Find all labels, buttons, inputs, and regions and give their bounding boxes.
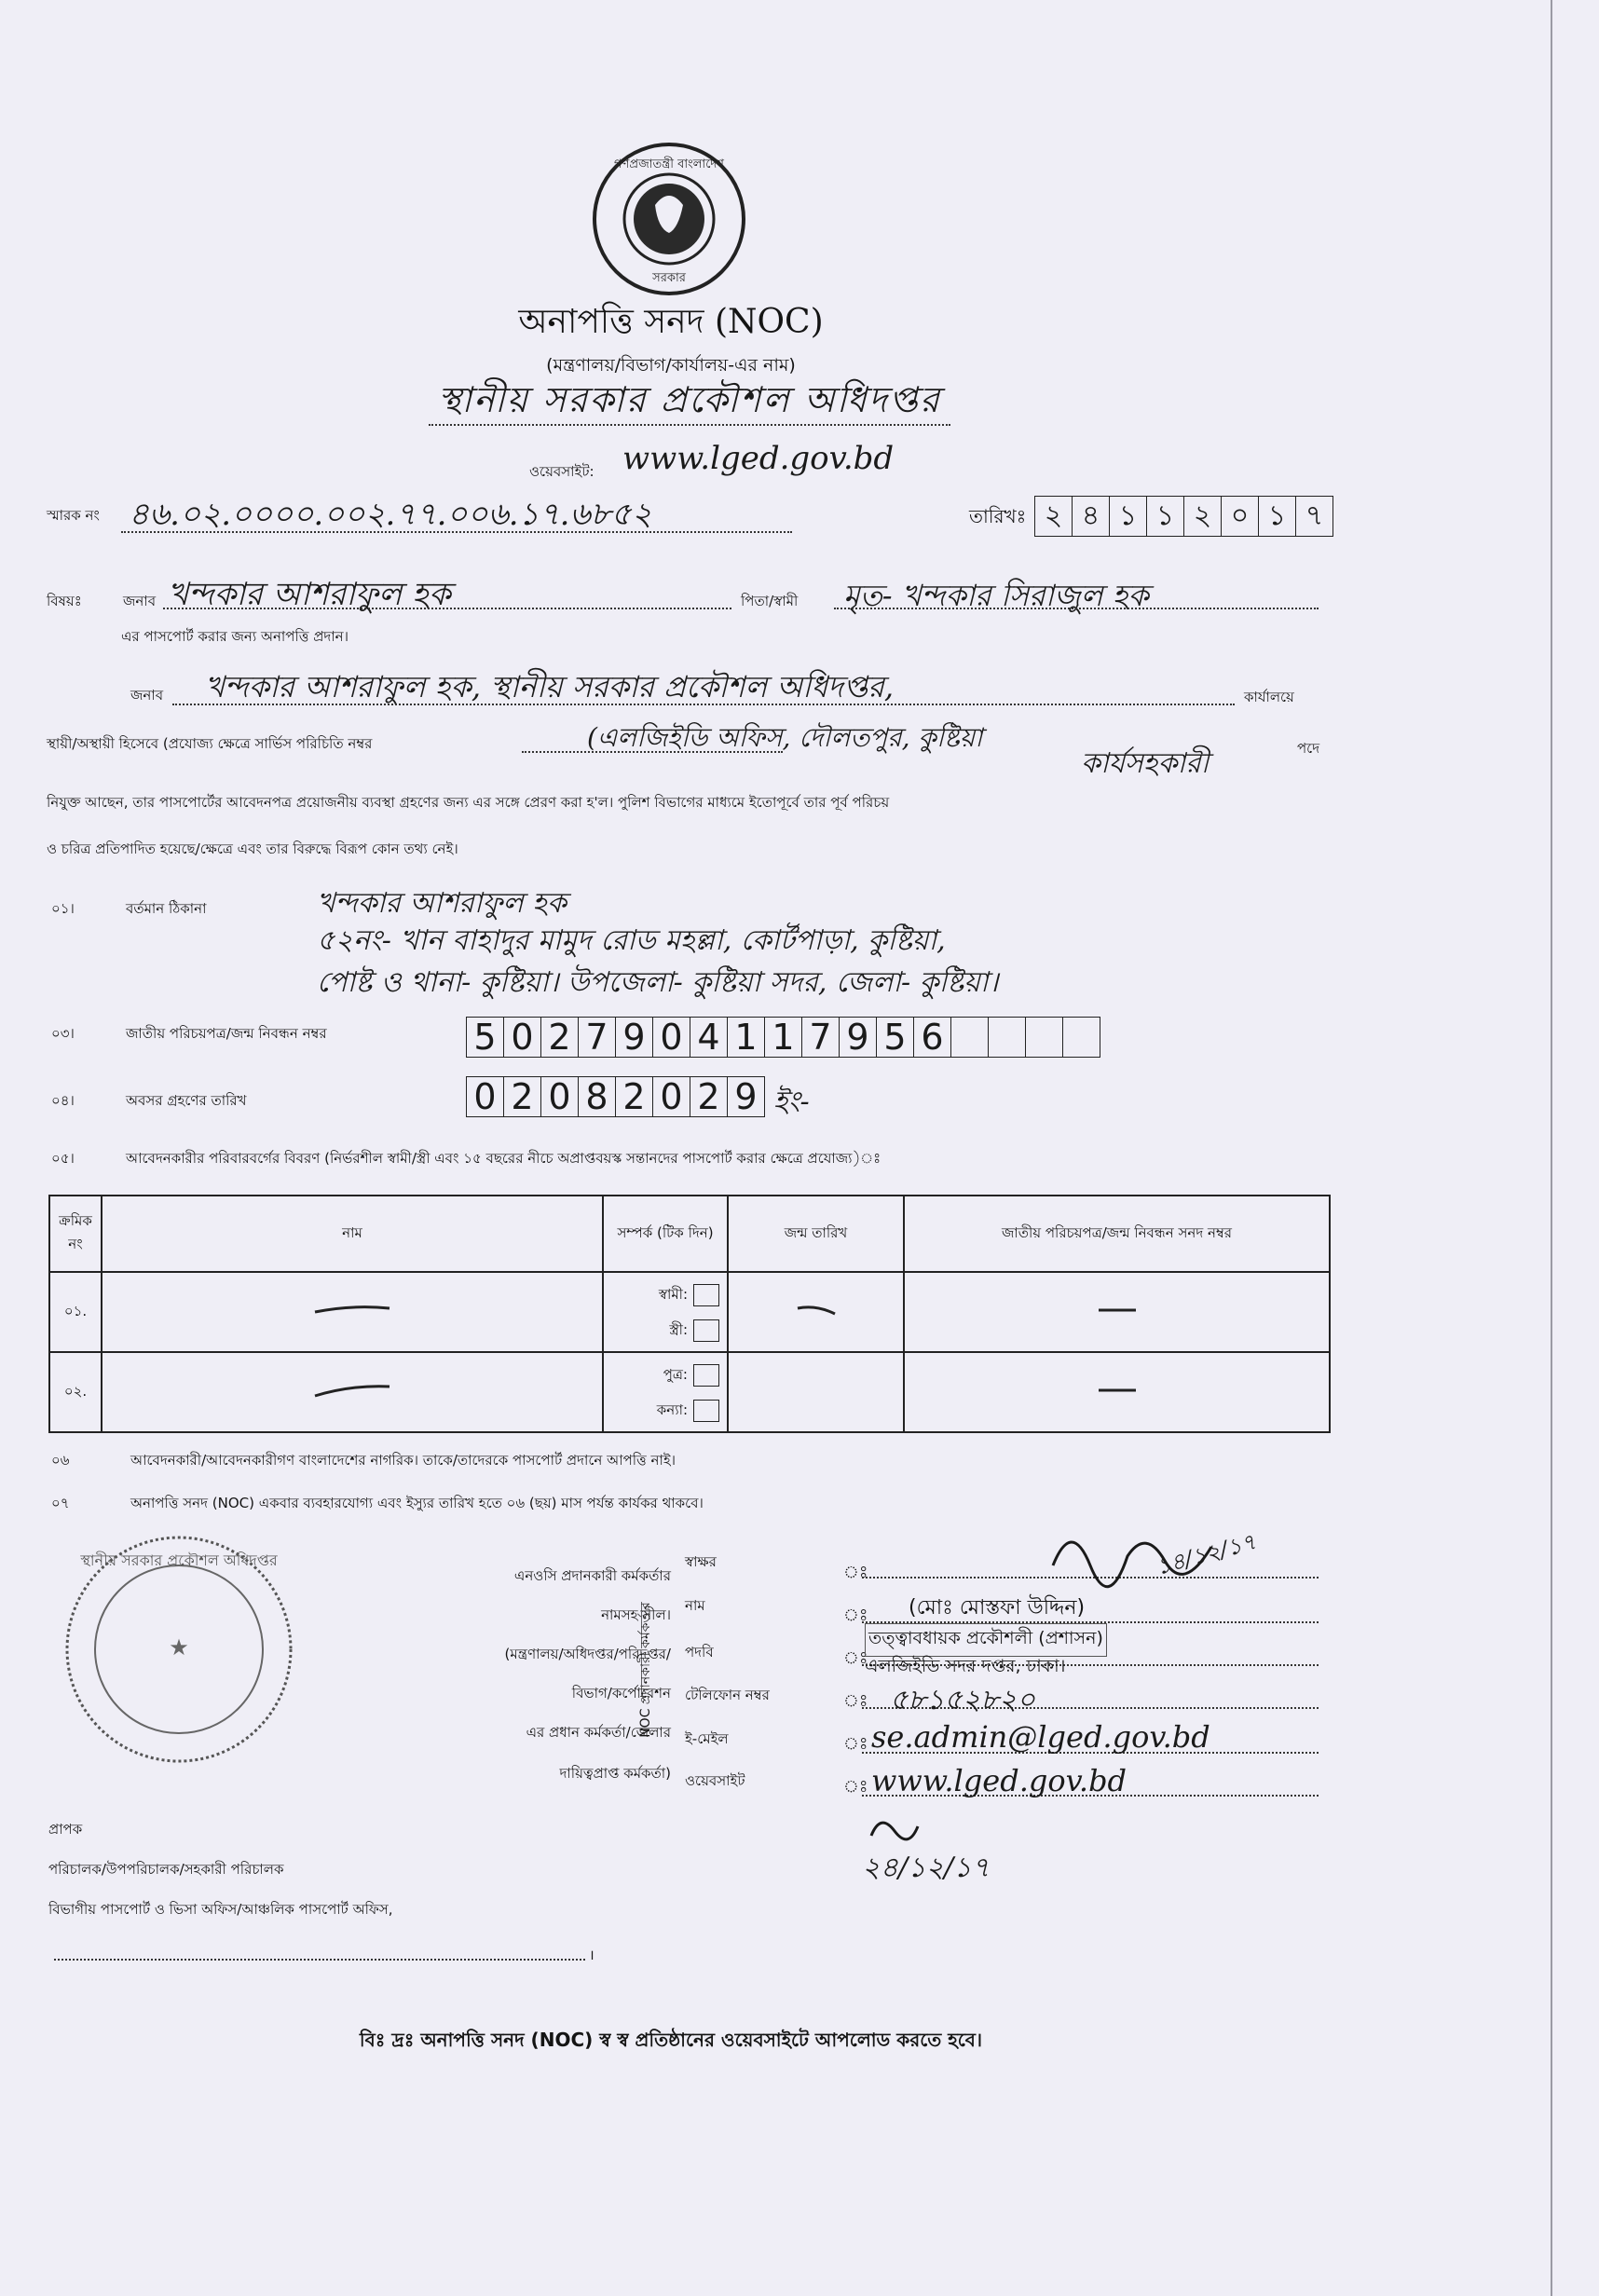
initial-mark	[862, 1808, 936, 1850]
memo-label: স্মারক নং	[47, 507, 100, 524]
stamp-name: (মোঃ মোস্তফা উদ্দিন)	[909, 1596, 1086, 1620]
field-designation-label: পদবি	[685, 1644, 714, 1660]
nid-digit	[1025, 1018, 1062, 1057]
retire-box-row	[466, 1076, 765, 1117]
row-serial: ০২.	[49, 1352, 102, 1432]
row-nid	[904, 1352, 1330, 1432]
col-nid-header: জাতীয় পরিচয়পত্র/জন্ম নিবন্ধন সনদ নম্বর	[904, 1196, 1330, 1272]
signatory-line: বিভাগ/কর্পোরেশন	[571, 1685, 671, 1702]
recipient-label: প্রাপক	[48, 1821, 83, 1838]
body-suffix2: পদে	[1297, 740, 1320, 757]
retire-suffix: ইং-	[773, 1086, 810, 1118]
retire-digit: 2	[503, 1077, 540, 1116]
nid-digit	[950, 1018, 988, 1057]
memo-number: ৪৬.০২.০০০০.০০২.৭৭.০০৬.১৭.৬৮৫২	[129, 496, 652, 533]
nid-digit	[988, 1018, 1025, 1057]
relation-label: স্ত্রী:	[669, 1321, 688, 1338]
body-line1-underline	[172, 704, 1235, 705]
stamp-office: এলজিইডি সদর দপ্তর, ঢাকা।	[865, 1656, 1066, 1676]
nid-digit: 5	[473, 1017, 497, 1058]
svg-text:গণপ্রজাতন্ত্রী বাংলাদেশ: গণপ্রজাতন্ত্রী বাংলাদেশ	[614, 157, 724, 171]
signature-date: ১৪/১২/১৭	[1153, 1528, 1259, 1580]
relation-label: কন্যা:	[656, 1401, 688, 1418]
vertical-label: NOC প্রদানকারী কর্মকর্তার	[637, 1602, 653, 1738]
nid-digit: 1	[764, 1018, 801, 1057]
body-line2: স্থায়ী/অস্থায়ী হিসেবে (প্রযোজ্য ক্ষেত্রে সার্ভিস পরিচিতি নম্বর	[47, 735, 373, 752]
recipient-underline	[54, 1959, 585, 1961]
nid-digit: 6	[913, 1018, 950, 1057]
nid-digit: 0	[652, 1018, 690, 1057]
address-line-2: ৫২নং- খান বাহাদুর মামুদ রোড মহল্লা, কোর্টপাড়া, কুষ্টিয়া,	[317, 924, 946, 957]
item5-number: ০৫।	[51, 1150, 75, 1167]
row-relation	[603, 1352, 728, 1432]
email-value: se.admin@lged.gov.bd	[871, 1719, 1210, 1755]
svg-text:সরকার: সরকার	[652, 271, 686, 285]
body-office-location: (এলজিইডি অফিস, দৌলতপুর, কুষ্টিয়া	[587, 722, 983, 753]
body-line3: নিযুক্ত আছেন, তার পাসপোর্টের আবেদনপত্র প্রয়োজনীয় ব্যবস্থা গ্রহণের জন্য এর সঙ্গে প্রেরণ করা হ'ল। পুলিশ বিভাগের মাধ্যমে ইতোপূর্বে তার পূর্ব পরিচয়	[47, 794, 890, 811]
subject-name-underline	[163, 608, 731, 609]
retire-digit: 0	[473, 1076, 497, 1117]
date-digit: ২	[1044, 499, 1063, 532]
nid-digit: 1	[727, 1018, 764, 1057]
page-edge-line	[1551, 0, 1552, 2296]
row-dob	[728, 1352, 904, 1432]
phone-value: ৫৮১৫২৮২০	[890, 1684, 1035, 1716]
nid-digit	[1062, 1018, 1100, 1057]
date-digit: ২	[1183, 497, 1221, 536]
row-name	[102, 1352, 603, 1432]
col-relation-header: সম্পর্ক (টিক দিন)	[603, 1196, 728, 1272]
row-name	[102, 1272, 603, 1352]
relation-checkbox[interactable]	[693, 1364, 719, 1387]
nid-digit: 7	[578, 1018, 615, 1057]
family-table-header	[49, 1196, 1330, 1272]
nid-digit: 2	[540, 1018, 578, 1057]
dash-mark	[306, 1381, 399, 1400]
nid-box-row	[466, 1017, 1100, 1058]
father-label: পিতা/স্বামী	[741, 593, 799, 609]
signatory-line: এনওসি প্রদানকারী কর্মকর্তার	[513, 1567, 671, 1584]
address-line-3: পোষ্ট ও থানা- কুষ্টিয়া। উপজেলা- কুষ্টিয়া সদর, জেলা- কুষ্টিয়া।	[317, 966, 999, 999]
subject-name: খন্দকার আশরাফুল হক	[168, 576, 451, 613]
body-prefix: জনাব	[130, 687, 164, 704]
item4-number: ০৪।	[51, 1092, 75, 1109]
date-digit: ৪	[1072, 497, 1109, 536]
relation-label: স্বামী:	[658, 1286, 688, 1303]
recipient-line3-end: ।	[589, 1947, 594, 1963]
signatory-line: (মন্ত্রণালয়/অধিদপ্তর/পরিদপ্তর/	[504, 1646, 671, 1662]
dash-mark	[1089, 1301, 1145, 1319]
date-digit: ১	[1109, 497, 1146, 536]
field-signature-label: স্বাক্ষর	[685, 1553, 717, 1570]
date-digit: ০	[1221, 497, 1258, 536]
relation-label: পুত্র:	[663, 1366, 688, 1383]
address-line-1: খন্দকার আশরাফুল হক	[317, 887, 567, 920]
body-name-office: খন্দকার আশরাফুল হক, স্থানীয় সরকার প্রকৌশল অধিদপ্তর,	[205, 669, 895, 704]
signatory-line: এর প্রধান কর্মকর্তা/জেলার	[526, 1724, 671, 1741]
note6-number: ০৬	[51, 1452, 70, 1469]
footer-note: বিঃ দ্রঃ অনাপত্তি সনদ (NOC) স্ব স্ব প্রতিষ্ঠানের ওয়েবসাইটে আপলোড করতে হবে।	[359, 2029, 983, 2051]
note6-text: আবেদনকারী/আবেদনকারীগণ বাংলাদেশের নাগরিক। তাকে/তাদেরকে পাসপোর্ট প্রদানে আপত্তি নাই।	[130, 1452, 676, 1469]
father-name: মৃত- খন্দকার সিরাজুল হক	[843, 578, 1149, 613]
note7-text: অনাপত্তি সনদ (NOC) একবার ব্যবহারযোগ্য এবং ইস্যুর তারিখ হতে ০৬ (ছয়) মাস পর্যন্ত কার্যকর থাকবে।	[130, 1495, 704, 1511]
stamp-designation: তত্ত্বাবধায়ক প্রকৌশলী (প্রশাসন)	[865, 1623, 1107, 1657]
web-value: www.lged.gov.bd	[871, 1763, 1128, 1798]
col-serial-header: ক্রমিক নং	[49, 1196, 102, 1272]
date-digit: ১	[1146, 497, 1183, 536]
signatory-line: নামসহ সীল।	[601, 1606, 671, 1623]
initial-date: ২৪/১২/১৭	[862, 1852, 991, 1884]
date-digit: ৭	[1295, 497, 1332, 536]
body-line4: ও চরিত্র প্রতিপাদিত হয়েছে/ক্ষেত্রে এবং তার বিরুদ্ধে বিরূপ কোন তথ্য নেই।	[47, 840, 458, 857]
date-box-row	[1034, 496, 1333, 537]
recipient-line1: পরিচালক/উপপরিচালক/সহকারী পরিচালক	[48, 1861, 284, 1878]
office-round-seal	[58, 1528, 300, 1770]
note7-number: ০৭	[51, 1495, 70, 1511]
nid-digit: 9	[615, 1018, 652, 1057]
item3-label: জাতীয় পরিচয়পত্র/জন্ম নিবন্ধন নম্বর	[126, 1025, 327, 1042]
field-website-label: ওয়েবসাইট	[685, 1772, 745, 1789]
item1-label: বর্তমান ঠিকানা	[126, 900, 207, 917]
office-name-underline	[429, 424, 950, 426]
father-underline	[834, 608, 1319, 609]
relation-checkbox[interactable]	[693, 1284, 719, 1306]
nid-digit: 0	[503, 1018, 540, 1057]
website-label: ওয়েবসাইট:	[529, 463, 594, 480]
dash-mark	[1089, 1381, 1145, 1400]
field-name-label: নাম	[685, 1597, 705, 1614]
nid-digit: 5	[876, 1018, 913, 1057]
item1-number: ০১।	[51, 900, 75, 917]
retire-digit: 9	[727, 1077, 764, 1116]
ministry-label: (মন্ত্রণালয়/বিভাগ/কার্যালয়-এর নাম)	[546, 355, 796, 376]
row-dob	[728, 1272, 904, 1352]
subject-line2: এর পাসপোর্ট করার জন্য অনাপত্তি প্রদান।	[121, 628, 348, 645]
document-title: অনাপত্তি সনদ (NOC)	[518, 303, 824, 341]
nid-digit: 4	[690, 1018, 727, 1057]
retire-digit: 2	[690, 1077, 727, 1116]
colon: ঃ ঃ ঃ ঃ ঃ ঃ	[843, 1563, 868, 1797]
dash-mark	[788, 1301, 844, 1319]
nid-digit: 7	[801, 1018, 839, 1057]
date-label: তারিখঃ	[969, 505, 1027, 527]
recipient-line2: বিভাগীয় পাসপোর্ট ও ভিসা অফিস/আঞ্চলিক পাসপোর্ট অফিস,	[48, 1901, 393, 1918]
seal-text: স্থানীয় সরকার প্রকৌশল অধিদপ্তর	[80, 1551, 278, 1569]
col-name-header: নাম	[102, 1196, 603, 1272]
svg-text:★: ★	[169, 1634, 189, 1660]
relation-checkbox[interactable]	[693, 1319, 719, 1342]
row-serial: ০১.	[49, 1272, 102, 1352]
retire-digit: 0	[652, 1077, 690, 1116]
office-name-handwritten: স্থানীয় সরকার প্রকৌশল অধিদপ্তর	[438, 379, 941, 420]
retire-digit: 0	[540, 1077, 578, 1116]
row-relation	[603, 1272, 728, 1352]
retire-digit: 2	[615, 1077, 652, 1116]
body-position: কার্যসহকারী	[1081, 747, 1210, 780]
dash-mark	[306, 1301, 399, 1319]
family-table	[48, 1195, 1331, 1433]
nid-digit: 9	[839, 1018, 876, 1057]
subject-prefix: জনাব	[123, 593, 157, 609]
field-phone-label: টেলিফোন নম্বর	[685, 1687, 770, 1703]
relation-checkbox[interactable]	[693, 1400, 719, 1422]
date-digit: ১	[1258, 497, 1295, 536]
table-row	[49, 1352, 1330, 1432]
col-dob-header: জন্ম তারিখ	[728, 1196, 904, 1272]
body-suffix1: কার্যালয়ে	[1244, 689, 1294, 705]
field-email-label: ই-মেইল	[685, 1730, 729, 1747]
item5-label: আবেদনকারীর পরিবারবর্গের বিবরণ (নির্ভরশীল স্বামী/স্ত্রী এবং ১৫ বছরের নীচে অপ্রাপ্তবয়স্ক সন্তানদের পাসপোর্ট করার ক্ষেত্রে প্রযোজ্য)ঃ	[126, 1150, 882, 1167]
item4-label: অবসর গ্রহণের তারিখ	[126, 1092, 247, 1109]
table-row	[49, 1272, 1330, 1352]
memo-underline	[121, 531, 792, 533]
signatory-line: দায়িত্বপ্রাপ্ত কর্মকর্তা)	[559, 1765, 671, 1782]
government-seal	[590, 140, 748, 298]
subject-label: বিষয়ঃ	[47, 593, 82, 609]
row-nid	[904, 1272, 1330, 1352]
website-value: www.lged.gov.bd	[622, 440, 895, 477]
item3-number: ০৩।	[51, 1025, 75, 1042]
retire-digit: 8	[578, 1077, 615, 1116]
